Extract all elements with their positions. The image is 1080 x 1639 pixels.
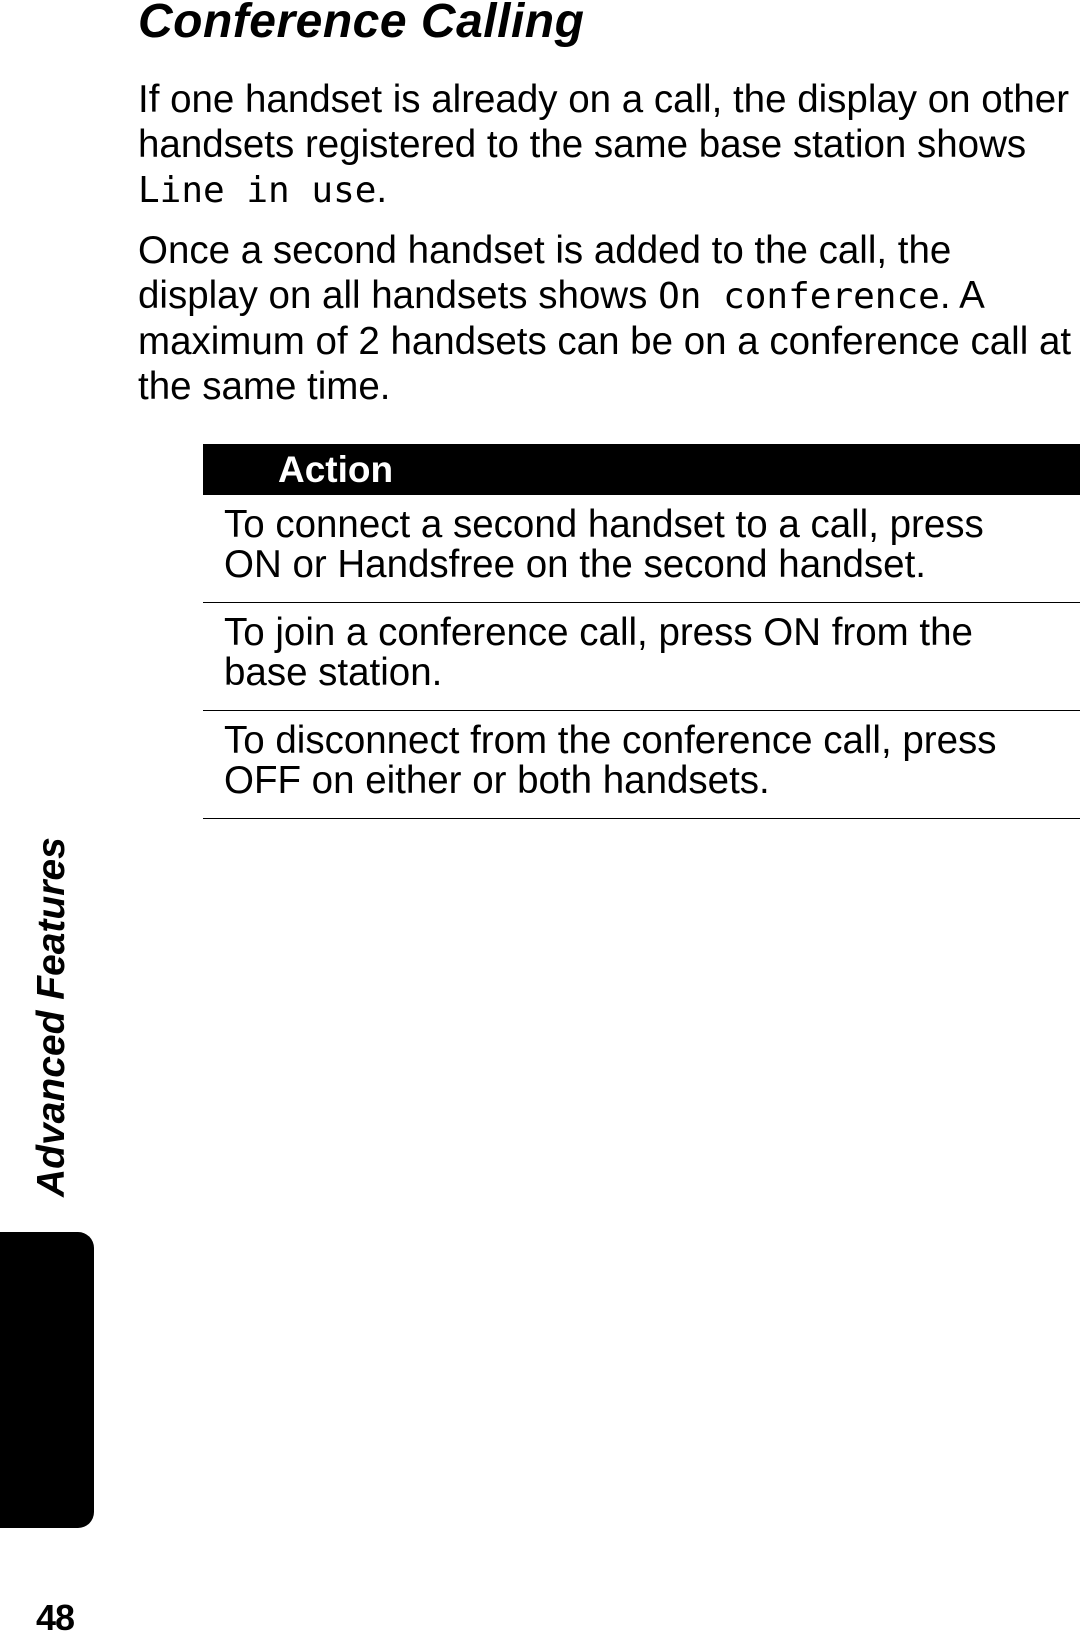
section-thumb-tab: [0, 1232, 94, 1528]
display-text-line-in-use: Line in use: [138, 170, 377, 211]
action-table: [203, 444, 1080, 819]
page-number: 48: [36, 1597, 75, 1638]
table-row: To disconnect from the conference call, press OFF on either or both handsets.: [203, 711, 1080, 819]
table-row: To join a conference call, press ON from the base station.: [203, 603, 1080, 711]
table-header-action: Action: [203, 444, 1080, 495]
intro-paragraph: [138, 77, 1073, 213]
table-row: To connect a second handset to a call, press ON or Handsfree on the second handset.: [203, 495, 1080, 603]
para1-text-before: If one handset is already on a call, the display on other handsets registered to the same base station shows: [138, 78, 1070, 166]
section-side-label-text: Advanced Features: [30, 837, 73, 1197]
para2-text-before: Once a second handset is added to the call, the display on all handsets shows: [138, 229, 952, 317]
page-title: Conference Calling: [138, 0, 585, 48]
conference-paragraph: [138, 228, 1073, 409]
para2-text-after: . A maximum of 2 handsets can be on a conference call at the same time.: [138, 274, 1072, 408]
para1-text-after: .: [376, 168, 388, 211]
display-text-on-conference: On conference: [658, 276, 940, 317]
